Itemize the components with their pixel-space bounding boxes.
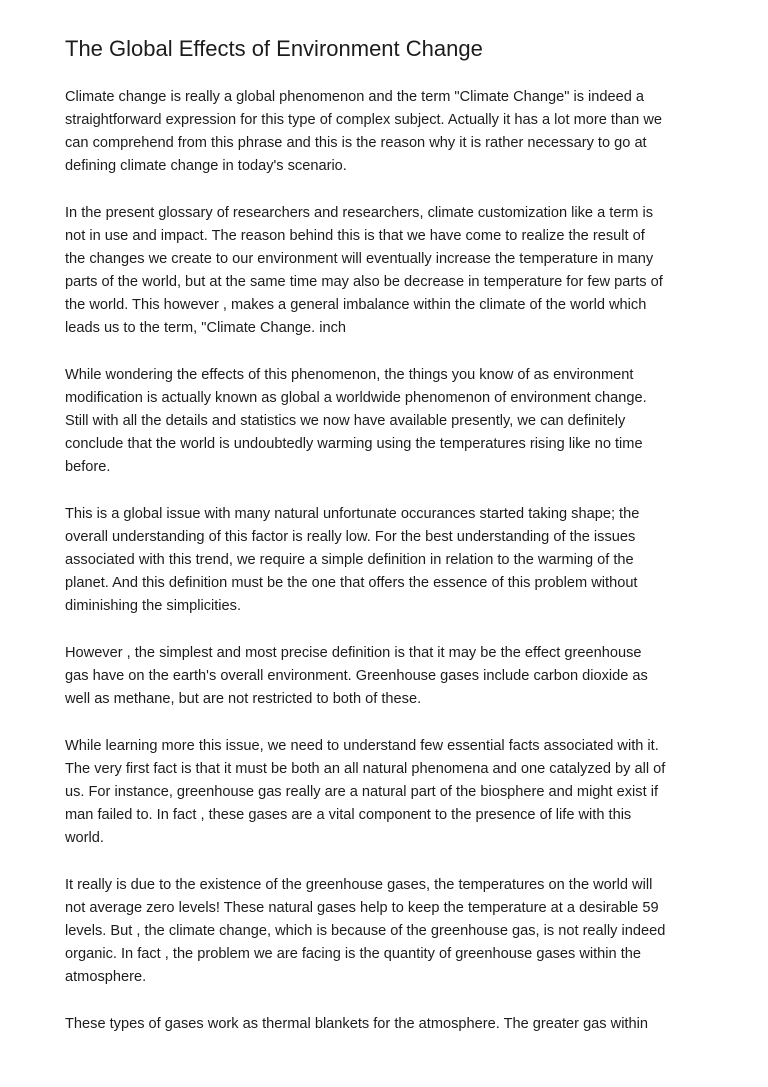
paragraph-1-line-1: Climate change is really a global phenomenon and the term "Climate Change" is indeed a xyxy=(65,89,645,105)
paragraph-7-line-4: organic. In fact , the problem we are facing is the quantity of greenhouse gases within the xyxy=(65,946,641,962)
paragraph-4-line-1: This is a global issue with many natural unfortunate occurances started taking shape; the xyxy=(65,506,640,522)
paragraph-2-line-3: the changes we create to our environment will eventually increase the temperature in many xyxy=(65,251,654,267)
paragraph-8-line-1: These types of gases work as thermal blankets for the atmosphere. The greater gas within xyxy=(65,1016,648,1032)
paragraph-3-line-4: conclude that the world is undoubtedly warming using the temperatures rising like no time xyxy=(65,436,643,452)
paragraph-1-line-3: can comprehend from this phrase and this is the reason why it is rather necessary to go at xyxy=(65,135,647,151)
paragraph-5-line-3: well as methane, but are not restricted to both of these. xyxy=(65,691,422,707)
paragraph-4-line-4: planet. And this definition must be the one that offers the essence of this problem without xyxy=(65,575,638,591)
paragraph-3-line-2: modification is actually known as global a worldwide phenomenon of environment change. xyxy=(65,390,647,406)
paragraph-7-line-2: not average zero levels! These natural gases help to keep the temperature at a desirable 59 xyxy=(65,900,659,916)
paragraph-1-line-2: straightforward expression for this type of complex subject. Actually it has a lot more than we xyxy=(65,112,663,128)
paragraph-4-line-5: diminishing the simplicities. xyxy=(65,598,242,614)
paragraph-7-line-3: levels. But , the climate change, which is because of the greenhouse gas, is not really indeed xyxy=(65,923,666,939)
paragraph-3-line-5: before. xyxy=(65,459,111,475)
paragraph-3-line-1: While wondering the effects of this phenomenon, the things you know of as environment xyxy=(65,367,634,383)
paragraph-2-line-4: parts of the world, but at the same time may also be decrease in temperature for few parts of xyxy=(65,274,663,290)
document-title: The Global Effects of Environment Change xyxy=(65,36,483,61)
paragraph-6-line-4: man failed to. In fact , these gases are a vital component to the presence of life with this xyxy=(65,807,632,823)
paragraph-1-line-4: defining climate change in today's scenario. xyxy=(65,158,347,174)
paragraph-5-line-2: gas have on the earth's overall environment. Greenhouse gases include carbon dioxide as xyxy=(65,668,648,684)
paragraph-7-line-5: atmosphere. xyxy=(65,969,147,985)
paragraph-6-line-2: The very first fact is that it must be both an all natural phenomena and one catalyzed by all of xyxy=(65,761,666,777)
paragraph-4-line-3: associated with this trend, we require a simple definition in relation to the warming of the xyxy=(65,552,634,568)
paragraph-2-line-6: leads us to the term, "Climate Change. inch xyxy=(65,320,346,336)
paragraph-2-line-5: the world. This however , makes a general imbalance within the climate of the world which xyxy=(65,297,647,313)
paragraph-2-line-2: not in use and impact. The reason behind this is that we have come to realize the result of xyxy=(65,228,645,244)
paragraph-4-line-2: overall understanding of this factor is really low. For the best understanding of the issues xyxy=(65,529,636,545)
paragraph-2-line-1: In the present glossary of researchers and researchers, climate customization like a term is xyxy=(65,205,654,221)
paragraph-5-line-1: However , the simplest and most precise definition is that it may be the effect greenhouse xyxy=(65,645,642,661)
paragraph-6-line-5: world. xyxy=(65,830,104,846)
paragraph-6-line-1: While learning more this issue, we need to understand few essential facts associated with it. xyxy=(65,738,659,754)
paragraph-6-line-3: us. For instance, greenhouse gas really are a natural part of the biosphere and might exist if xyxy=(65,784,659,800)
paragraph-7-line-1: It really is due to the existence of the greenhouse gases, the temperatures on the world will xyxy=(65,877,653,893)
paragraph-3-line-3: Still with all the details and statistics we now have available presently, we can definitely xyxy=(65,413,626,429)
